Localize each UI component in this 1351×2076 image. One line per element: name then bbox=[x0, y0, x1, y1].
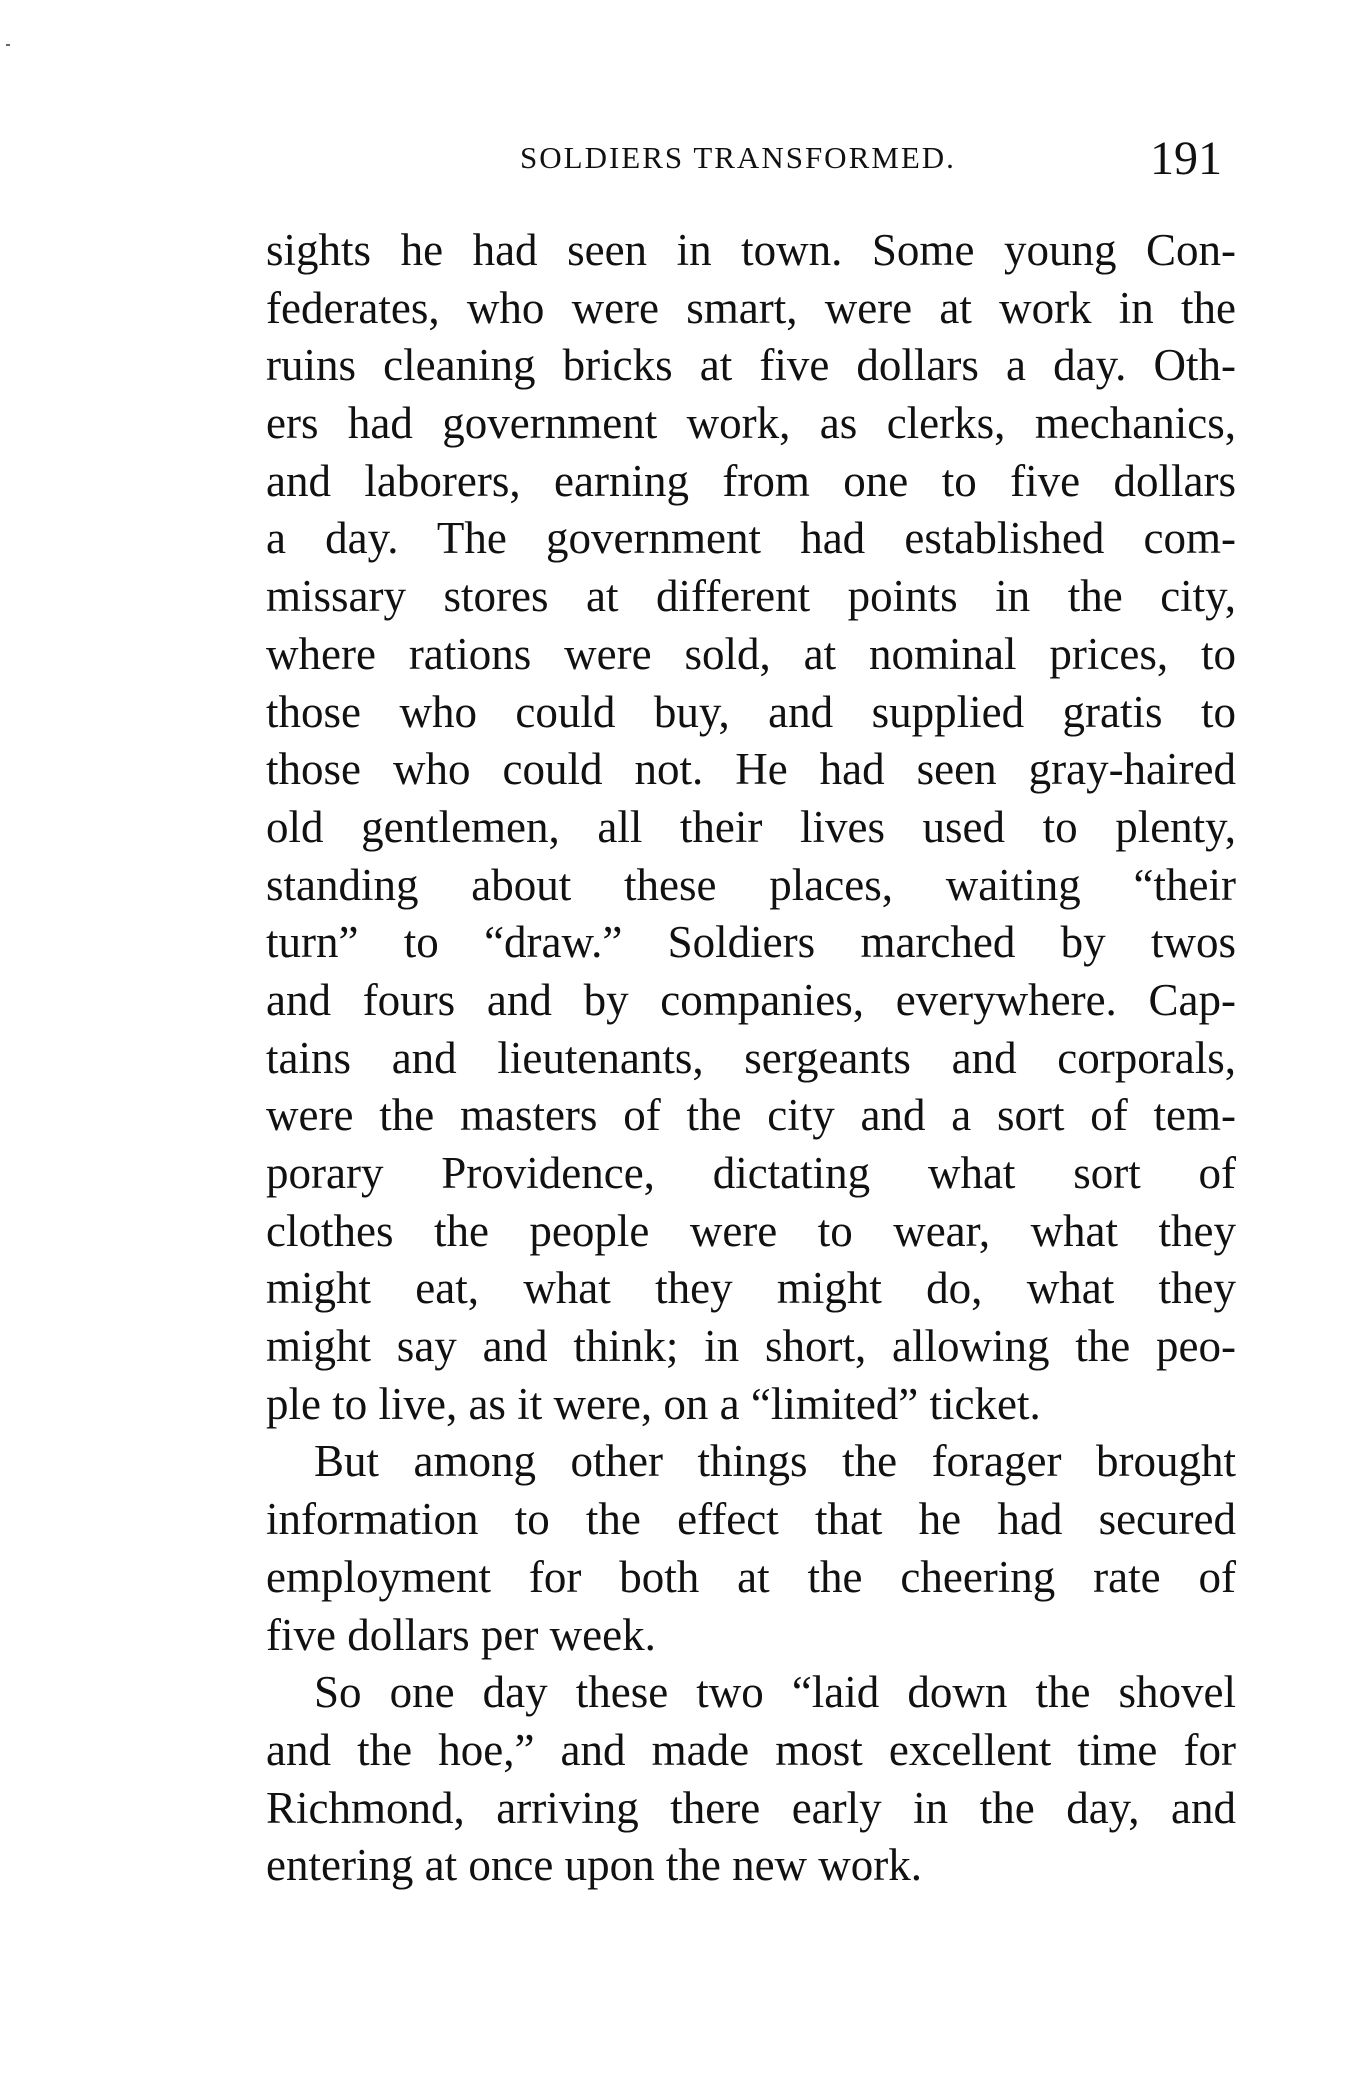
text-line: federates, who were smart, were at work in the bbox=[266, 282, 1236, 333]
text-line: might say and think; in short, allowing the peo- bbox=[266, 1321, 1236, 1372]
text-line: those who could not. He had seen gray-haired bbox=[266, 744, 1236, 795]
text-line: porary Providence, dictating what sort of bbox=[266, 1148, 1236, 1198]
text-line: and fours and by companies, everywhere. Cap- bbox=[266, 974, 1236, 1025]
text-line: where rations were sold, at nominal prices, to bbox=[266, 628, 1236, 679]
text-line: missary stores at different points in the city, bbox=[266, 571, 1236, 622]
text-line: standing about these places, waiting “their bbox=[266, 859, 1236, 910]
text-line: those who could buy, and supplied gratis to bbox=[266, 686, 1236, 737]
text-line: ruins cleaning bricks at five dollars a day. Oth- bbox=[266, 340, 1236, 391]
text-line: ers had government work, as clerks, mechanics, bbox=[266, 398, 1236, 449]
page-number: 191 bbox=[1150, 132, 1222, 185]
text-line: might eat, what they might do, what they bbox=[266, 1263, 1236, 1314]
text-line: sights he had seen in town. Some young Con- bbox=[266, 225, 1236, 275]
text-line: tains and lieutenants, sergeants and corporals, bbox=[266, 1032, 1236, 1083]
text-line: employment for both at the cheering rate of bbox=[266, 1551, 1236, 1602]
text-line: and laborers, earning from one to five dollars bbox=[266, 455, 1236, 506]
text-line: and the hoe,” and made most excellent time for bbox=[266, 1724, 1236, 1775]
text-line: clothes the people were to wear, what they bbox=[266, 1205, 1236, 1256]
scan-speck bbox=[6, 44, 10, 46]
text-line: But among other things the forager brought bbox=[314, 1436, 1236, 1487]
body-text bbox=[266, 222, 1236, 1895]
text-line: a day. The government had established com- bbox=[266, 513, 1236, 564]
running-title: SOLDIERS TRANSFORMED. bbox=[520, 140, 956, 175]
text-line: Richmond, arriving there early in the day, and bbox=[266, 1782, 1236, 1833]
text-line: entering at once upon the new work. bbox=[266, 1840, 923, 1891]
text-line: old gentlemen, all their lives used to plenty, bbox=[266, 801, 1236, 852]
text-line: So one day these two “laid down the shovel bbox=[314, 1667, 1236, 1718]
text-line: were the masters of the city and a sort of tem- bbox=[266, 1090, 1236, 1141]
text-line: ple to live, as it were, on a “limited” ticket. bbox=[266, 1378, 1041, 1429]
text-line: information to the effect that he had secured bbox=[266, 1494, 1236, 1545]
text-line: turn” to “draw.” Soldiers marched by twos bbox=[266, 917, 1236, 968]
text-line: five dollars per week. bbox=[266, 1609, 656, 1660]
